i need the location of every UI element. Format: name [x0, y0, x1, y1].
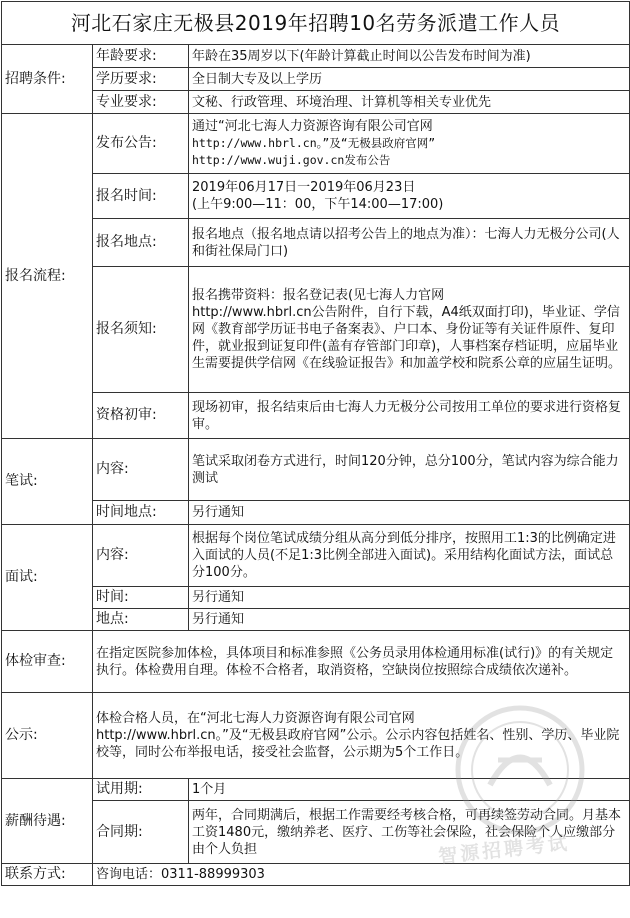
trial-value: 1个月: [189, 779, 630, 801]
must-line-1: 报名携带资料：报名登记表(见七海人力官网: [192, 288, 445, 303]
physical-label: 体检审查:: [2, 631, 93, 693]
must-value: [189, 267, 630, 393]
trial-label: 试用期:: [93, 779, 189, 801]
written-content-label: 内容:: [93, 439, 189, 501]
table-row: [2, 631, 630, 693]
time-line-2: (上午9:00—11：00，下午14:00—17:00): [192, 197, 444, 212]
recruitment-table: [1, 1, 630, 886]
publicity-line-2: http://www.hbrl.cn。”及“无极县政府官网”公示。公示内容包括姓名、性别、学历、毕业院校等，同时公布举报电话，接受社会监督，公示期为5个工作日。: [96, 728, 620, 760]
table-row: [2, 114, 630, 174]
interview-place-label: 地点:: [93, 609, 189, 631]
publicity-line-1: 体检合格人员，在“河北七海人力资源咨询有限公司官网: [96, 711, 415, 726]
table-row: [2, 801, 630, 864]
written-label: 笔试:: [2, 439, 93, 525]
written-timeplace-label: 时间地点:: [93, 501, 189, 525]
check-label: 资格初审:: [93, 393, 189, 439]
table-row: [2, 501, 630, 525]
table-row: [2, 393, 630, 439]
notice-line-2: http://www.hbrl.cn。”及“无极县政府官网”: [192, 136, 436, 150]
interview-time-value: 另行通知: [189, 587, 630, 609]
time-label: 报名时间:: [93, 174, 189, 219]
page-title: 河北石家庄无极县2019年招聘10名劳务派遣工作人员: [2, 2, 630, 45]
interview-place-value: 另行通知: [189, 609, 630, 631]
edu-label: 学历要求:: [93, 68, 189, 91]
check-value: 现场初审，报名结束后由七海人力无极分公司按用工单位的要求进行资格复审。: [189, 393, 630, 439]
major-value: 文秘、行政管理、环境治理、计算机等相关专业优先: [189, 91, 630, 114]
table-row: [2, 864, 630, 886]
interview-label: 面试:: [2, 525, 93, 631]
table-row: [2, 267, 630, 393]
must-label: 报名须知:: [93, 267, 189, 393]
table-row: [2, 91, 630, 114]
contact-label: 联系方式:: [2, 864, 93, 886]
place-value: 报名地点（报名地点请以招考公告上的地点为准）：七海人力无极分公司(人和街社保局门口): [189, 219, 630, 267]
contract-value: 两年，合同期满后，根据工作需要经考核合格，可再续签劳动合同。月基本工资1480元，缴纳养老、医疗、工伤等社会保险，社会保险个人应缴部分由个人负担: [189, 801, 630, 864]
publicity-value: [93, 693, 630, 779]
contract-label: 合同期:: [93, 801, 189, 864]
publicity-label: 公示:: [2, 693, 93, 779]
table-row: [2, 609, 630, 631]
process-label: 报名流程:: [2, 114, 93, 439]
notice-line-1: 通过“河北七海人力资源咨询有限公司官网: [192, 119, 433, 134]
place-label: 报名地点:: [93, 219, 189, 267]
written-timeplace-value: 另行通知: [189, 501, 630, 525]
table-row: [2, 45, 630, 68]
edu-value: 全日制大专及以上学历: [189, 68, 630, 91]
major-label: 专业要求:: [93, 91, 189, 114]
watermark-text: 智源招聘考试: [437, 832, 571, 868]
interview-content-label: 内容:: [93, 525, 189, 587]
age-value: 年龄在35周岁以下(年龄计算截止时间以公告发布时间为准): [189, 45, 630, 68]
interview-content-value: 根据每个岗位笔试成绩分组从高分到低分排序，按照用工1:3的比例确定进入面试的人员(不足1:3比例全部进入面试)。采用结构化面试方法，面试总分100分。: [189, 525, 630, 587]
notice-label: 发布公告:: [93, 114, 189, 174]
table-row: [2, 219, 630, 267]
table-row: [2, 68, 630, 91]
time-value: [189, 174, 630, 219]
salary-label: 薪酬待遇:: [2, 779, 93, 864]
written-content-value: 笔试采取闭卷方式进行，时间120分钟，总分100分，笔试内容为综合能力测试: [189, 439, 630, 501]
age-label: 年龄要求:: [93, 45, 189, 68]
notice-value: [189, 114, 630, 174]
table-row: [2, 587, 630, 609]
table-row: [2, 439, 630, 501]
must-line-2: http://www.hbrl.cn公告附件，自行下载，A4纸双面打印)，毕业证、学信网《教育部学历证书电子备案表》、户口本、身份证等有关证件原件、复印件，就业报到证复印件(盖有存管部门印章)，人事档案存档证明，应届毕业生需要提供学信网《在线验证报告》和加盖学校和院系公章的应届生证明。: [192, 305, 622, 371]
table-row: [2, 693, 630, 779]
title-row: [2, 2, 630, 45]
table-row: [2, 174, 630, 219]
interview-time-label: 时间:: [93, 587, 189, 609]
notice-line-3: http://www.wuji.gov.cn发布公告: [192, 153, 391, 167]
recruit-conditions-label: 招聘条件:: [2, 45, 93, 114]
table-row: [2, 525, 630, 587]
time-line-1: 2019年06月17日一2019年06月23日: [192, 180, 416, 195]
physical-value: 在指定医院参加体检，具体项目和标准参照《公务员录用体检通用标准(试行)》的有关规定执行。体检费用自理。体检不合格者，取消资格，空缺岗位按照综合成绩依次递补。: [93, 631, 630, 693]
contact-value: 咨询电话：0311-88999303: [93, 864, 630, 886]
table-row: [2, 779, 630, 801]
